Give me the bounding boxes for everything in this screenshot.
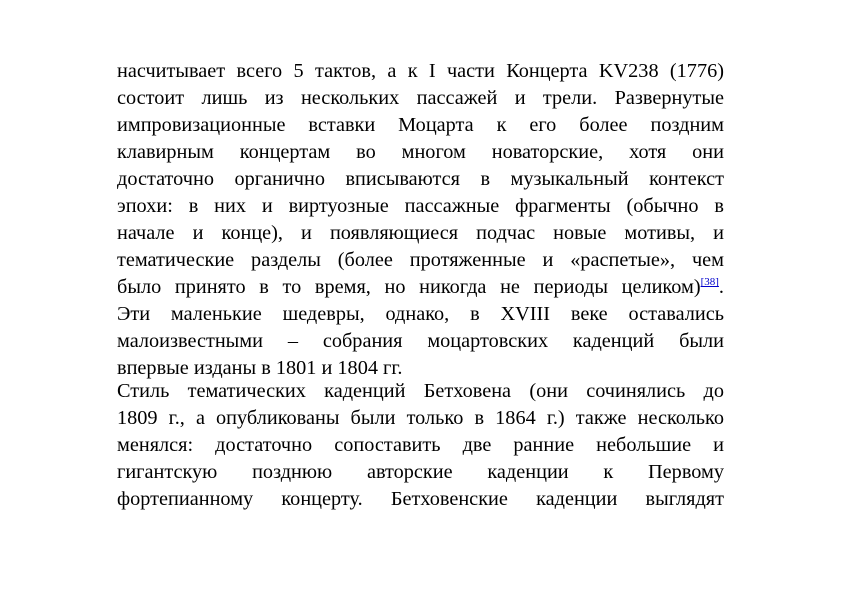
paragraph-line: начале и конце), и появляющиеся подчас новые мотивы, и (117, 222, 724, 244)
paragraph-line: насчитывает всего 5 тактов, а к I части Концерта KV238 (1776) (117, 60, 724, 82)
paragraph-line: 1809 г., а опубликованы были только в 1864 г.) также несколько (117, 407, 724, 429)
paragraph-line: импровизационные вставки Моцарта к его более поздним (117, 114, 724, 136)
paragraph-line: впервые изданы в 1801 и 1804 гг. (117, 357, 403, 379)
line-text-end: . (718, 276, 724, 298)
paragraph-line: тематические разделы (более протяженные и «распетые», чем (117, 249, 724, 271)
paragraph-line: Эти маленькие шедевры, однако, в XVIII веке оставались (117, 303, 724, 325)
paragraph-line-with-footnote (117, 274, 724, 300)
paragraph-line: клавирным концертам во многом новаторские, хотя они (117, 141, 724, 163)
paragraph-line: эпохи: в них и виртуозные пассажные фрагменты (обычно в (117, 195, 724, 217)
paragraph-line: гигантскую позднюю авторские каденции к Первому (117, 461, 724, 483)
paragraph-line: состоит лишь из нескольких пассажей и трели. Развернутые (117, 87, 724, 109)
line-text: было принято в то время, но никогда не периоды целиком) (117, 276, 701, 298)
paragraph-line: малоизвестными – собрания моцартовских каденций были (117, 330, 724, 352)
paragraph-line: достаточно органично вписываются в музыкальный контекст (117, 168, 724, 190)
footnote-link[interactable]: [38] (700, 276, 719, 288)
paragraph-line: Стиль тематических каденций Бетховена (они сочинялись до (117, 380, 724, 402)
paragraph-line: фортепианному концерту. Бетховенские каденции выглядят (117, 488, 724, 510)
paragraph-line: менялся: достаточно сопоставить две ранние небольшие и (117, 434, 724, 456)
